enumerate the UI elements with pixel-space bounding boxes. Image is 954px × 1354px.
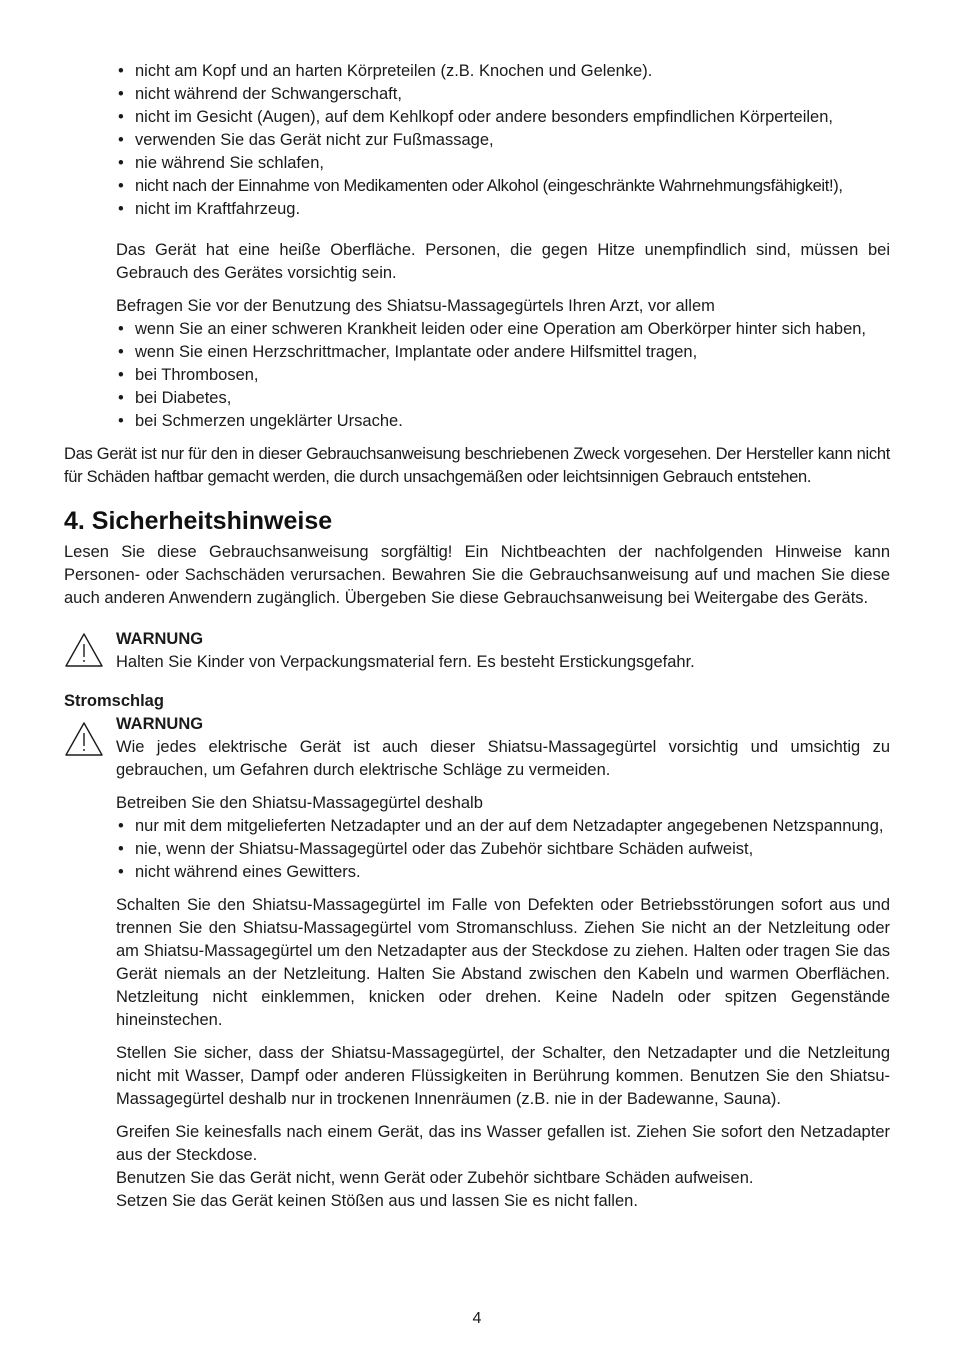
- warning-triangle-icon: [64, 632, 104, 668]
- warning-text: Halten Sie Kinder von Verpackungsmaterial fern. Es besteht Erstickungsgefahr.: [116, 653, 695, 671]
- list-item: • nicht am Kopf und an harten Körpreteilen (z.B. Knochen und Gelenke).: [116, 60, 890, 83]
- list-item: • bei Schmerzen ungeklärter Ursache.: [116, 410, 890, 433]
- list-item: • bei Thrombosen,: [116, 364, 890, 387]
- list-item: • wenn Sie an einer schweren Krankheit leiden oder eine Operation am Oberkörper hinter sich haben,: [116, 318, 890, 341]
- water-paragraph: Stellen Sie sicher, dass der Shiatsu-Massagegürtel, der Schalter, den Netzadapter und die Netzleitung nicht mit Wasser, Dampf oder anderen Flüssigkeiten in Berührung kommen. Benutzen Sie den Shiatsu-Massagegürtel deshalb nur in trockenen Innenräumen (z.B. nie in der Badewanne, Sauna).: [116, 1044, 890, 1108]
- warning-block-electric: [64, 713, 890, 782]
- operate-list: [116, 815, 890, 884]
- warning-block-children: [64, 628, 890, 674]
- warning-triangle-icon: [64, 721, 104, 757]
- list-item: • nicht während der Schwangerschaft,: [116, 83, 890, 106]
- damage-paragraph: Benutzen Sie das Gerät nicht, wenn Gerät oder Zubehör sichtbare Schäden aufweisen.: [116, 1169, 754, 1187]
- list-item: • nie, wenn der Shiatsu-Massagegürtel oder das Zubehör sichtbare Schäden aufweist,: [116, 838, 890, 861]
- list-item: • bei Diabetes,: [116, 387, 890, 410]
- consult-list: [116, 318, 890, 433]
- contraindication-list: [116, 60, 890, 221]
- warning-title: WARNUNG: [116, 715, 204, 733]
- list-item: • nicht im Gesicht (Augen), auf dem Kehlkopf oder andere besonders empfindlichen Körperteilen,: [116, 106, 890, 129]
- defects-paragraph: Schalten Sie den Shiatsu-Massagegürtel im Falle von Defekten oder Betriebsstörungen sofort aus und trennen Sie den Shiatsu-Massagegürtel vom Stromanschluss. Ziehen Sie nicht an der Netzleitung oder am Shiatsu-Massagegürtel um den Netzadapter aus der Steckdose zu ziehen. Halten oder tragen Sie das Gerät niemals an der Netzleitung. Halten Sie Abstand zwischen den Kabeln und warmen Oberflächen. Netzleitung nicht einklemmen, knicken oder drehen. Keine Nadeln oder spitzen Gegenstände hineinstechen.: [116, 896, 890, 1029]
- section-heading: 4. Sicherheitshinweise: [64, 507, 333, 535]
- list-item: • wenn Sie einen Herzschrittmacher, Implantate oder andere Hilfsmittel tragen,: [116, 341, 890, 364]
- warning-text: Wie jedes elektrische Gerät ist auch dieser Shiatsu-Massagegürtel vorsichtig und umsichtig zu gebrauchen, um Gefahren durch elektrische Schläge zu vermeiden.: [116, 738, 890, 779]
- list-item: • nicht während eines Gewitters.: [116, 861, 890, 884]
- subsection-heading: Stromschlag: [64, 692, 164, 710]
- section-intro: Lesen Sie diese Gebrauchsanweisung sorgfältig! Ein Nichtbeachten der nachfolgenden Hinweise kann Personen- oder Sachschäden verursachen. Bewahren Sie die Gebrauchsanweisung auf und machen Sie diese auch anderen Anwendern zugänglich. Übergeben Sie diese Gebrauchsanweisung bei Weitergabe des Geräts.: [64, 543, 890, 607]
- hot-surface-paragraph: Das Gerät hat eine heiße Oberfläche. Personen, die gegen Hitze unempfindlich sind, müssen bei Gebrauch des Gerätes vorsichtig sein.: [116, 241, 890, 282]
- document-page: [64, 60, 890, 1213]
- consult-intro: Befragen Sie vor der Benutzung des Shiatsu-Massagegürtels Ihren Arzt, vor allem: [116, 297, 715, 315]
- list-item: • nicht nach der Einnahme von Medikamenten oder Alkohol (eingeschränkte Wahrnehmungsfähigkeit!),: [116, 175, 890, 198]
- list-item: • nur mit dem mitgelieferten Netzadapter und an der auf dem Netzadapter angegebenen Netzspannung,: [116, 815, 890, 838]
- list-item: • nicht im Kraftfahrzeug.: [116, 198, 890, 221]
- page-number: 4: [472, 1310, 482, 1327]
- purpose-paragraph: Das Gerät ist nur für den in dieser Gebrauchsanweisung beschriebenen Zweck vorgesehen. Der Hersteller kann nicht für Schäden haftbar gemacht werden, die durch unsachgemäßen oder leichtsinnigen Gebrauch entstehen.: [64, 445, 890, 486]
- warning-title: WARNUNG: [116, 630, 204, 648]
- operate-intro: Betreiben Sie den Shiatsu-Massagegürtel deshalb: [116, 794, 483, 812]
- impact-paragraph: Setzen Sie das Gerät keinen Stößen aus und lassen Sie es nicht fallen.: [116, 1192, 638, 1210]
- fallen-device-paragraph: Greifen Sie keinesfalls nach einem Gerät, das ins Wasser gefallen ist. Ziehen Sie sofort den Netzadapter aus der Steckdose.: [116, 1123, 890, 1164]
- list-item: • verwenden Sie das Gerät nicht zur Fußmassage,: [116, 129, 890, 152]
- list-item: • nie während Sie schlafen,: [116, 152, 890, 175]
